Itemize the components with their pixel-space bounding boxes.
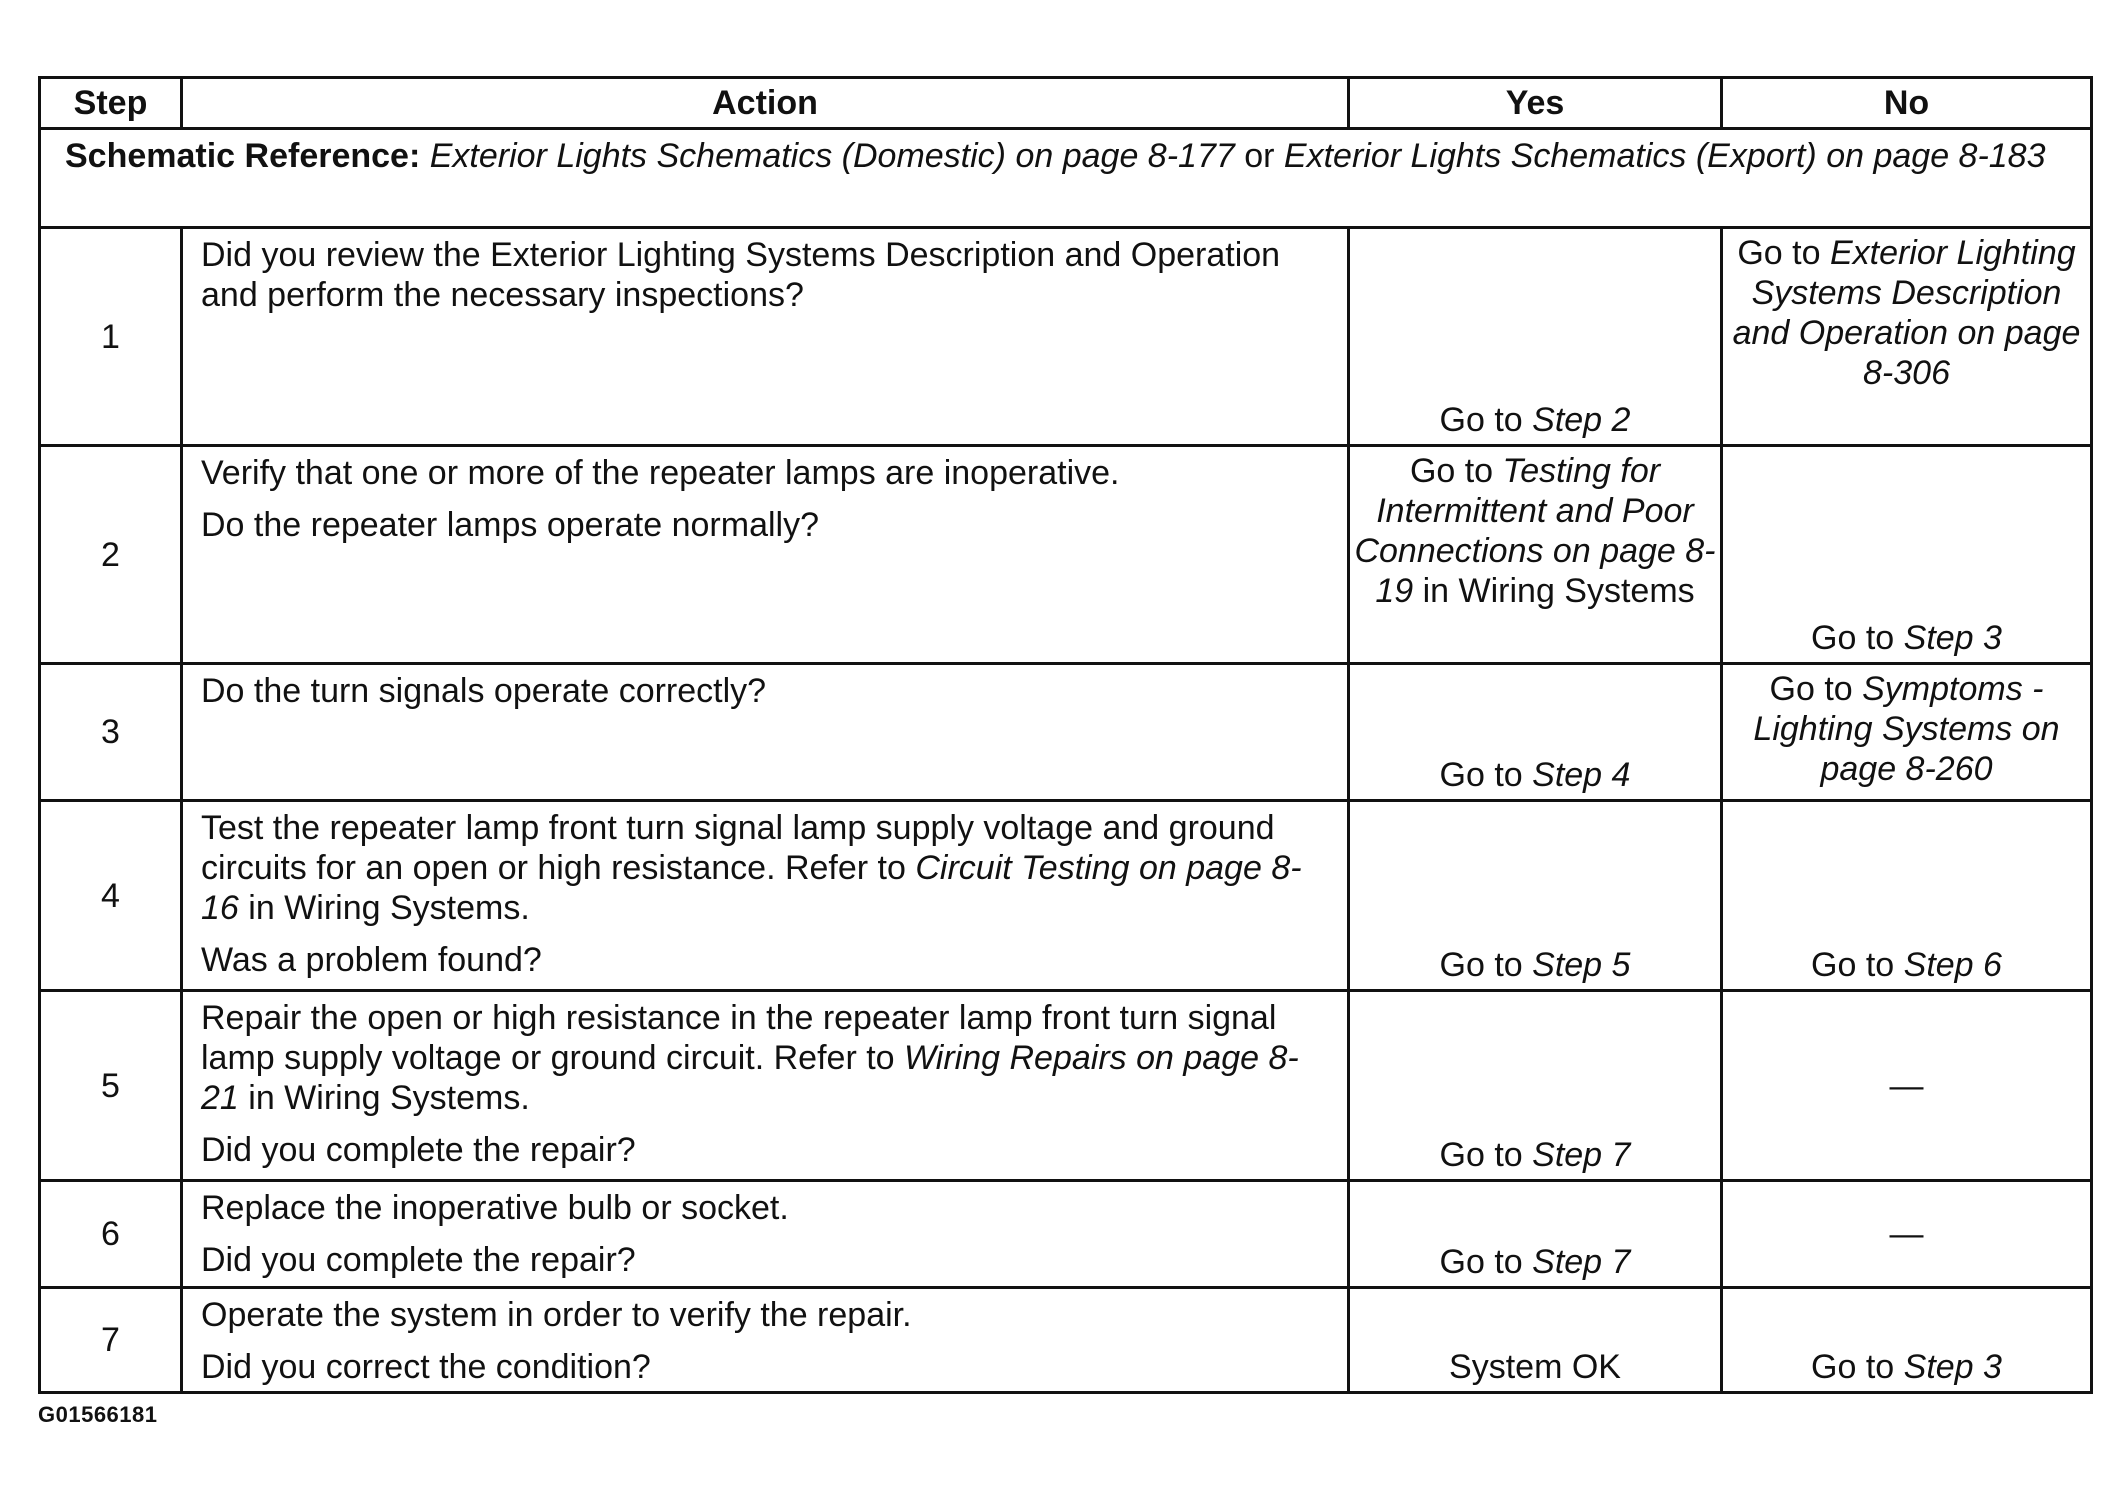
wiring-repairs-link[interactable]: Wiring Repairs on page 8-21	[201, 1039, 1299, 1117]
no-cell	[1722, 1181, 2092, 1288]
header-action: Action	[182, 78, 1349, 129]
action-question: Did you complete the repair?	[201, 1241, 636, 1279]
table-row	[40, 446, 2092, 664]
yes-cell	[1349, 801, 1722, 991]
step-number: 6	[40, 1181, 182, 1288]
table-row	[40, 664, 2092, 801]
table-row	[40, 1181, 2092, 1288]
action-cell	[182, 1181, 1349, 1288]
schematic-reference-cell	[40, 129, 2092, 228]
action-text-prefix: Test the repeater lamp front turn signal lamp supply voltage and ground circuits for an open or high resistance. Refer to	[201, 809, 1275, 887]
no-cell	[1722, 991, 2092, 1181]
table-row	[40, 801, 2092, 991]
no-link[interactable]: Step 3	[1903, 1348, 2002, 1386]
action-text	[201, 998, 1329, 1118]
schematic-ref-export-link[interactable]: Exterior Lights Schematics (Export) on page 8-183	[1283, 137, 2046, 175]
no-dash: —	[1889, 1066, 1924, 1105]
header-yes: Yes	[1349, 78, 1722, 129]
action-text: Did you review the Exterior Lighting Systems Description and Operation and perform the necessary inspections?	[201, 236, 1281, 314]
yes-link[interactable]: Step 4	[1532, 756, 1631, 794]
no-prefix: Go to	[1769, 670, 1863, 708]
action-cell	[182, 1288, 1349, 1393]
table-row	[40, 991, 2092, 1181]
no-cell	[1722, 1288, 2092, 1393]
action-text: Replace the inoperative bulb or socket.	[201, 1189, 789, 1227]
action-text-suffix: in Wiring Systems.	[238, 889, 530, 927]
action-cell	[182, 991, 1349, 1181]
yes-suffix: in Wiring Systems	[1413, 572, 1695, 610]
schematic-reference-row	[40, 129, 2092, 228]
no-cell	[1722, 664, 2092, 801]
no-prefix: Go to	[1811, 619, 1904, 657]
no-prefix: Go to	[1737, 234, 1830, 272]
yes-prefix: Go to	[1409, 452, 1503, 490]
yes-prefix: Go to	[1439, 1136, 1533, 1174]
action-text	[201, 808, 1329, 928]
step-number: 4	[40, 801, 182, 991]
yes-cell	[1349, 228, 1722, 446]
yes-prefix: Go to	[1439, 1243, 1533, 1281]
yes-cell	[1349, 664, 1722, 801]
yes-prefix: Go to	[1439, 946, 1533, 984]
yes-cell	[1349, 1181, 1722, 1288]
no-prefix: Go to	[1811, 946, 1904, 984]
step-number: 5	[40, 991, 182, 1181]
action-question: Did you correct the condition?	[201, 1348, 651, 1386]
no-cell	[1722, 801, 2092, 991]
yes-cell	[1349, 446, 1722, 664]
no-dash: —	[1889, 1215, 1924, 1253]
action-text: Verify that one or more of the repeater lamps are inoperative.	[201, 454, 1120, 492]
no-cell	[1722, 446, 2092, 664]
table-row	[40, 228, 2092, 446]
action-cell	[182, 801, 1349, 991]
header-step: Step	[40, 78, 182, 129]
action-question: Did you complete the repair?	[201, 1131, 636, 1169]
yes-link[interactable]: Step 7	[1532, 1136, 1631, 1174]
figure-id: G01566181	[38, 1402, 158, 1427]
no-link[interactable]: Exterior Lighting Systems Description and Operation on page 8-306	[1732, 234, 2081, 392]
action-question: Was a problem found?	[201, 941, 542, 979]
action-text: Operate the system in order to verify the repair.	[201, 1296, 912, 1334]
header-row	[40, 78, 2092, 129]
step-number: 7	[40, 1288, 182, 1393]
action-cell	[182, 228, 1349, 446]
no-link[interactable]: Step 3	[1903, 619, 2002, 657]
yes-link[interactable]: Testing for Intermittent and Poor Connections on page 8-19	[1354, 452, 1716, 610]
circuit-testing-link[interactable]: Circuit Testing on page 8-16	[201, 849, 1302, 927]
no-link[interactable]: Symptoms - Lighting Systems on page 8-260	[1753, 670, 2060, 788]
no-link[interactable]: Step 6	[1903, 946, 2002, 984]
action-text: Do the turn signals operate correctly?	[201, 672, 767, 710]
schematic-reference-label: Schematic Reference:	[65, 137, 421, 175]
action-question: Do the repeater lamps operate normally?	[201, 506, 819, 544]
yes-prefix: Go to	[1439, 756, 1533, 794]
step-number: 1	[40, 228, 182, 446]
action-cell	[182, 664, 1349, 801]
no-prefix: Go to	[1811, 1348, 1904, 1386]
yes-prefix: Go to	[1439, 401, 1533, 439]
no-cell	[1722, 228, 2092, 446]
diagnostic-table	[38, 76, 2093, 1394]
yes-link[interactable]: Step 7	[1532, 1243, 1631, 1281]
yes-link[interactable]: Step 5	[1532, 946, 1631, 984]
diagnostic-table-container	[38, 76, 2090, 1394]
action-text-suffix: in Wiring Systems.	[238, 1079, 530, 1117]
yes-cell: System OK	[1349, 1288, 1722, 1393]
step-number: 2	[40, 446, 182, 664]
step-number: 3	[40, 664, 182, 801]
schematic-ref-domestic-link[interactable]: Exterior Lights Schematics (Domestic) on page 8-177	[429, 137, 1235, 175]
action-text-prefix: Repair the open or high resistance in the repeater lamp front turn signal lamp supply voltage or ground circuit. Refer to	[201, 999, 1277, 1077]
header-no: No	[1722, 78, 2092, 129]
yes-cell	[1349, 991, 1722, 1181]
schematic-ref-or: or	[1244, 137, 1275, 175]
table-row	[40, 1288, 2092, 1393]
action-cell	[182, 446, 1349, 664]
yes-link[interactable]: Step 2	[1532, 401, 1631, 439]
